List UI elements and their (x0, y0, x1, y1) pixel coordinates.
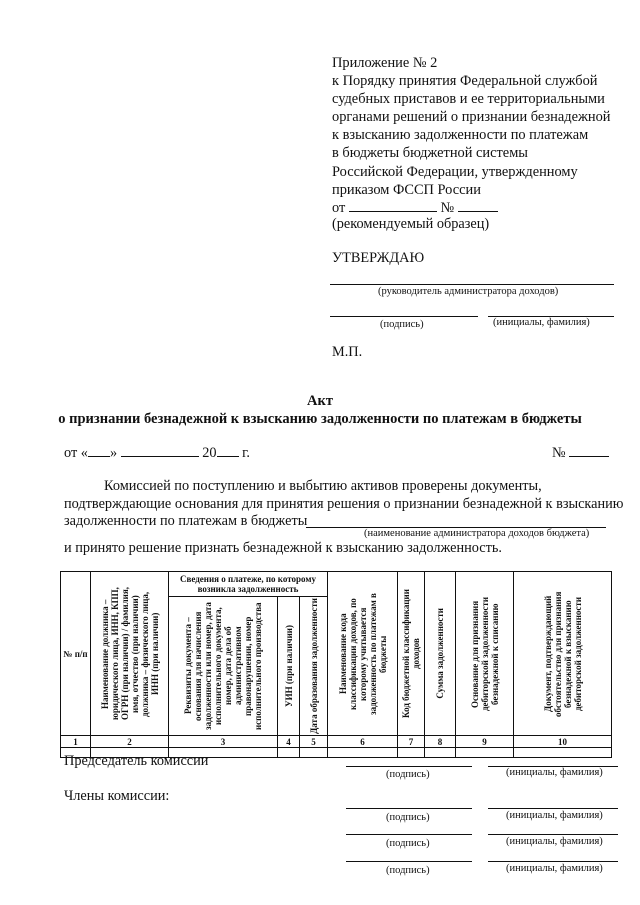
initials-caption: (инициалы, фамилия) (506, 767, 603, 778)
date-open-quote: от « (64, 445, 88, 461)
table-cell[interactable] (456, 748, 514, 758)
col-number: 8 (425, 736, 456, 748)
signature-caption: (подпись) (386, 838, 430, 849)
act-number-blank[interactable] (569, 444, 609, 457)
act-number-label: № (552, 445, 566, 461)
decision-text: и принято решение признать безнадежной к взысканию задолженность. (64, 540, 502, 556)
header-col5: Дата образования задолженности (300, 597, 328, 736)
member2-initials-line[interactable] (488, 834, 618, 835)
col-number: 10 (514, 736, 612, 748)
initials-caption: (инициалы, фамилия) (506, 810, 603, 821)
head-signature-line[interactable] (330, 284, 614, 285)
paragraph-line: подтверждающие основания для принятия решения о признании безнадежной к взысканию (64, 496, 624, 512)
debt-table (60, 571, 612, 758)
year-suffix: г. (242, 445, 250, 461)
act-subtitle: о признании безнадежной к взысканию задолженности по платежам в бюджеты (58, 411, 582, 427)
col-number: 5 (300, 736, 328, 748)
month-blank[interactable] (121, 444, 199, 457)
appendix-line: судебных приставов и ее территориальными (332, 91, 605, 108)
member3-signature-line[interactable] (346, 861, 472, 862)
col-number: 1 (61, 736, 91, 748)
paragraph-line: Комиссией по поступлению и выбытию активов проверены документы, (104, 478, 542, 494)
header-col10: Документ, подтверждающий обстоятельство для признания безнадежной к взысканию дебиторской задолженности (514, 572, 612, 736)
date-close-quote: » (109, 445, 118, 461)
initials-caption: (инициалы, фамилия) (493, 317, 590, 328)
appendix-line: приказом ФССП России (332, 181, 481, 198)
date-blank[interactable] (349, 199, 437, 212)
header-col4: УИН (при наличии) (278, 597, 300, 736)
header-col6: Наименование кода классификации доходов, по которому учитывается задолженность по платежам в бюджеты (328, 572, 398, 736)
year-prefix: 20 (202, 445, 217, 461)
appendix-line: Приложение № 2 (332, 55, 438, 71)
member1-signature-line[interactable] (346, 808, 472, 809)
col-number: 3 (169, 736, 278, 748)
table-cell[interactable] (514, 748, 612, 758)
header-group: Сведения о платеже, по которому возникла задолженность (169, 572, 328, 597)
day-blank[interactable] (88, 444, 110, 457)
header-col7: Код бюджетной классификации доходов (398, 572, 425, 736)
chairman-signature-line[interactable] (346, 766, 472, 767)
signature-caption: (подпись) (386, 812, 430, 823)
table-cell[interactable] (328, 748, 398, 758)
recommended-sample: (рекомендуемый образец) (332, 216, 490, 232)
appendix-line: органами решений о признании безнадежной (332, 109, 611, 126)
stamp-label: М.П. (332, 344, 363, 360)
chairman-label: Председатель комиссии (64, 753, 209, 769)
head-caption: (руководитель администратора доходов) (378, 286, 559, 297)
from-label: от (332, 199, 346, 216)
signature-line[interactable] (330, 316, 478, 317)
members-label: Члены комиссии: (64, 788, 170, 804)
appendix-line: в бюджеты бюджетной системы (332, 145, 528, 162)
table-cell[interactable] (278, 748, 300, 758)
appendix-line: к Порядку принятия Федеральной службой (332, 73, 598, 90)
signature-caption: (подпись) (386, 769, 430, 780)
header-col8: Сумма задолженности (425, 572, 456, 736)
initials-caption: (инициалы, фамилия) (506, 863, 603, 874)
appendix-line: к взысканию задолженности по платежам (332, 127, 589, 144)
act-number-line (552, 444, 609, 462)
member3-initials-line[interactable] (488, 861, 618, 862)
paragraph-line: задолженности по платежам в бюджеты (64, 513, 308, 529)
member2-signature-line[interactable] (346, 834, 472, 835)
signature-caption: (подпись) (386, 865, 430, 876)
admin-caption: (наименование администратора доходов бюджета) (364, 528, 590, 539)
member1-initials-line[interactable] (488, 808, 618, 809)
appendix-date-line (332, 199, 632, 217)
number-blank[interactable] (458, 199, 498, 212)
col-number: 2 (91, 736, 169, 748)
col-number: 4 (278, 736, 300, 748)
header-col3: Реквизиты документа – основания для начисления задолженности или номер, дата исполнительного документа, номер, дата дела об административном правонарушении, номер исполнительного производства (169, 597, 278, 736)
act-date-line (64, 444, 250, 462)
col-number: 9 (456, 736, 514, 748)
act-title: Акт (307, 393, 333, 409)
appendix-block (332, 54, 632, 217)
header-col2: Наименование должника – юридического лица, ИНН, КПП, ОГРН (при наличии) / фамилия, имя, отчество (при наличии) должника – физического лица, ИНН (при наличии) (91, 572, 169, 736)
appendix-line: Российской Федерации, утвержденному (332, 163, 578, 180)
initials-caption: (инициалы, фамилия) (506, 836, 603, 847)
header-col1: № п/п (61, 572, 91, 736)
year-blank[interactable] (217, 444, 239, 457)
col-number: 7 (398, 736, 425, 748)
table-cell[interactable] (300, 748, 328, 758)
signature-caption: (подпись) (380, 319, 424, 330)
table-cell[interactable] (398, 748, 425, 758)
table-cell[interactable] (425, 748, 456, 758)
approve-title: УТВЕРЖДАЮ (332, 250, 425, 266)
table-number-row (61, 736, 612, 748)
header-col9: Основание для признания дебиторской задолженности безнадежной к списанию (456, 572, 514, 736)
col-number: 6 (328, 736, 398, 748)
number-label: № (440, 199, 455, 216)
